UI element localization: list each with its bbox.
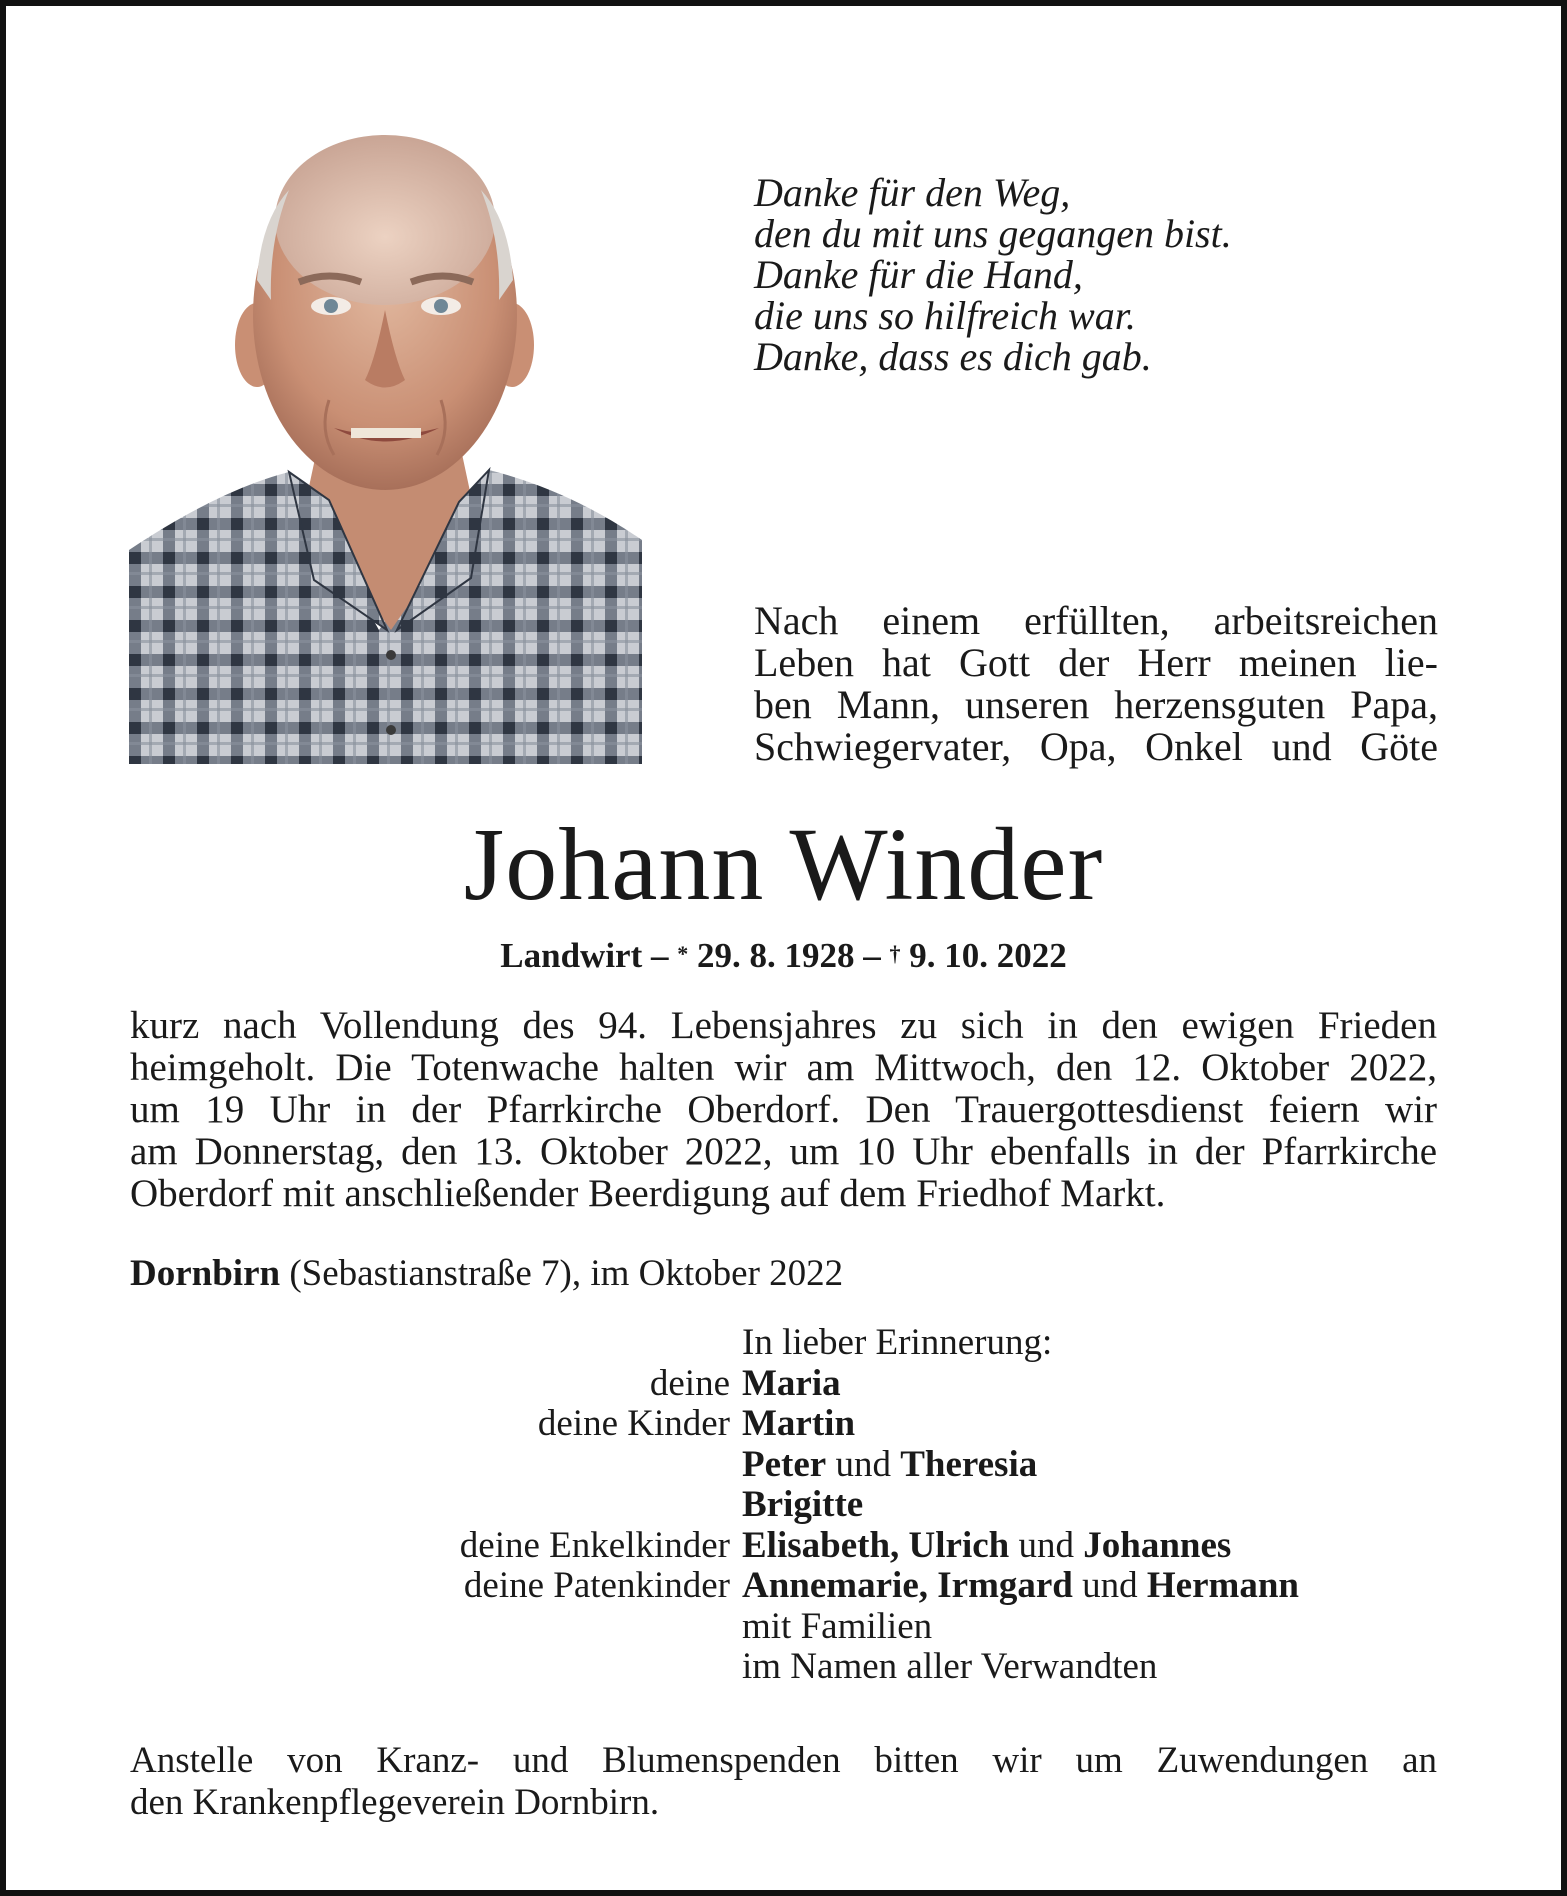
- family-name: Hermann: [1146, 1565, 1299, 1606]
- body-line: Oberdorf mit anschließender Beerdigung auf dem Friedhof Markt.: [130, 1172, 1166, 1215]
- life-dates: [0, 934, 1567, 978]
- family-name: Brigitte: [742, 1484, 864, 1525]
- intro-line: ben Mann, unseren herzensguten Papa,: [754, 682, 1438, 727]
- relation-label: deine Patenkinder: [463, 1565, 730, 1606]
- died-symbol: †: [889, 941, 901, 966]
- death-date: 9. 10. 2022: [900, 936, 1067, 975]
- family-name: Johannes: [1083, 1524, 1232, 1566]
- separator: –: [854, 936, 890, 975]
- relation-label: [0, 1445, 742, 1486]
- conjunction: und: [826, 1443, 901, 1485]
- body-line: um 19 Uhr in der Pfarrkirche Oberdorf. Den Trauergottesdienst feiern wir: [130, 1088, 1437, 1131]
- family-tail: mit Familien: [742, 1605, 933, 1647]
- family-heading: In lieber Erinnerung:: [742, 1322, 1053, 1363]
- closing-line: Anstelle von Kranz- und Blumenspenden bitten wir um Zuwendungen an: [130, 1740, 1437, 1781]
- family-row: [0, 1445, 1567, 1486]
- poem-line: Danke für den Weg,: [754, 170, 1071, 215]
- family-list: [0, 1323, 1567, 1688]
- closing-line: den Krankenpflegeverein Dornbirn.: [130, 1782, 660, 1823]
- poem-line: Danke, dass es dich gab.: [754, 334, 1152, 379]
- poem-line: Danke für die Hand,: [754, 252, 1083, 297]
- family-heading-row: [0, 1323, 1567, 1364]
- occupation: Landwirt: [500, 936, 643, 975]
- family-row: [0, 1566, 1567, 1607]
- family-row: [0, 1364, 1567, 1405]
- intro-line: Schwiegervater, Opa, Onkel und Göte: [754, 724, 1438, 769]
- family-tail-row: [0, 1647, 1567, 1688]
- conjunction: und: [1009, 1524, 1084, 1566]
- conjunction: und: [1072, 1565, 1147, 1606]
- relation-label: deine Enkelkinder: [459, 1524, 730, 1566]
- relation-label: [0, 1485, 742, 1526]
- family-tail-row: [0, 1607, 1567, 1648]
- place-and-date: [130, 1253, 843, 1295]
- born-symbol: *: [677, 941, 689, 966]
- family-name: Annemarie, Irmgard: [742, 1565, 1073, 1606]
- poem-line: den du mit uns gegangen bist.: [754, 211, 1232, 256]
- intro-line: Nach einem erfüllten, arbeitsreichen: [754, 598, 1438, 643]
- intro-paragraph: [754, 600, 1438, 768]
- portrait-illustration: [129, 110, 642, 764]
- announcement-text: [130, 1005, 1437, 1215]
- birth-date: 29. 8. 1928: [688, 936, 855, 975]
- address-date: (Sebastianstraße 7), im Oktober 2022: [280, 1253, 844, 1294]
- body-line: am Donnerstag, den 13. Oktober 2022, um 10 Uhr ebenfalls in der Pfarrkirche: [130, 1130, 1437, 1173]
- family-name: Theresia: [900, 1443, 1038, 1485]
- family-row: [0, 1485, 1567, 1526]
- family-row: [0, 1404, 1567, 1445]
- city: Dornbirn: [130, 1253, 281, 1294]
- intro-line: Leben hat Gott der Herr meinen lie-: [754, 640, 1438, 685]
- body-line: kurz nach Vollendung des 94. Lebensjahres zu sich in den ewigen Frieden: [130, 1004, 1437, 1047]
- memorial-poem: [754, 172, 1232, 377]
- deceased-name: Johann Winder: [463, 807, 1104, 922]
- body-line: heimgeholt. Die Totenwache halten wir am Mittwoch, den 12. Oktober 2022,: [130, 1046, 1437, 1089]
- relation-label: deine: [649, 1362, 730, 1404]
- separator: –: [642, 936, 678, 975]
- family-tail: im Namen aller Verwandten: [742, 1646, 1158, 1687]
- portrait-photo: [129, 110, 642, 764]
- family-name: Peter: [742, 1443, 827, 1485]
- relation-label: deine Kinder: [537, 1403, 730, 1444]
- family-name: Martin: [742, 1403, 856, 1444]
- donation-note: [130, 1740, 1437, 1824]
- family-row: [0, 1526, 1567, 1567]
- poem-line: die uns so hilfreich war.: [754, 293, 1136, 338]
- family-name: Elisabeth, Ulrich: [742, 1524, 1010, 1566]
- family-name: Maria: [742, 1362, 841, 1404]
